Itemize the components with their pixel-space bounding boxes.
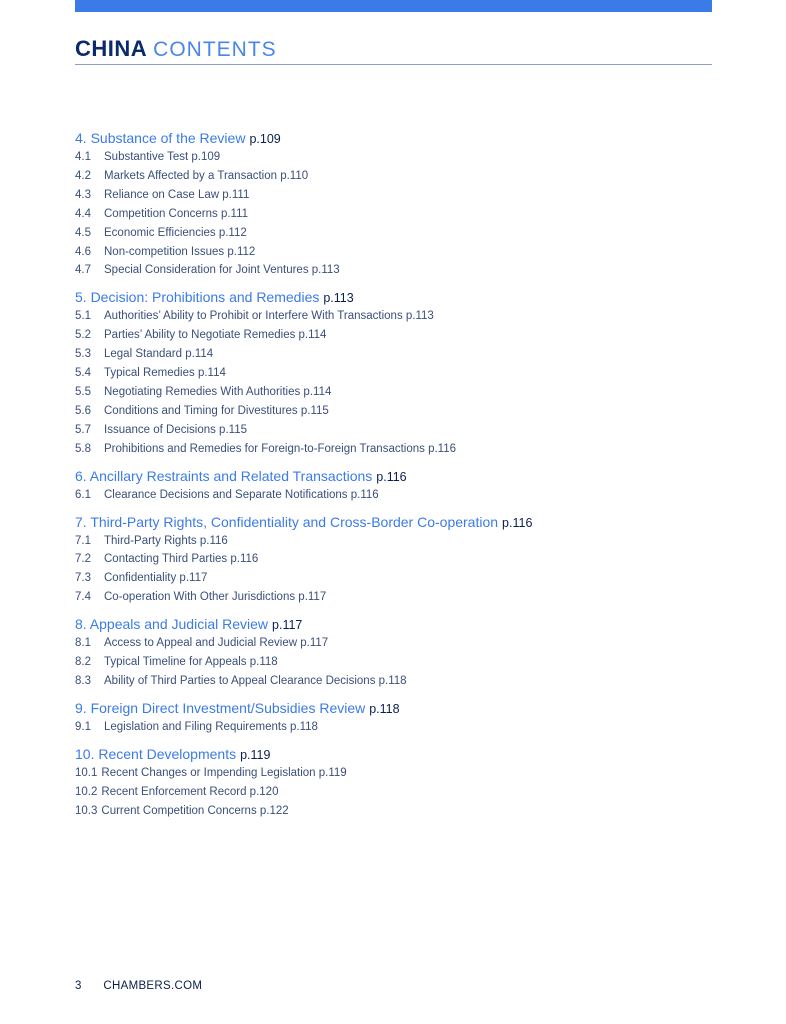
toc-entry-number: 5.4 (75, 367, 91, 380)
toc-section-heading[interactable] (75, 615, 712, 634)
toc-section (75, 699, 712, 737)
toc-entry-text: Recent Changes or Impending Legislation p.119 (101, 766, 347, 779)
toc-entry-text: Economic Efficiencies p.112 (104, 226, 247, 239)
toc-entry-number: 5.8 (75, 442, 91, 455)
contents-title: CONTENTS (153, 38, 277, 61)
section-page-ref: p.113 (323, 291, 354, 306)
toc-entry-number: 5.6 (75, 404, 91, 417)
toc-entry-number: 4.5 (75, 226, 91, 239)
toc-section (75, 513, 712, 608)
toc-entry-number: 8.1 (75, 637, 91, 650)
toc-entry-number: 6.1 (75, 488, 91, 501)
toc-section (75, 615, 712, 691)
section-page-ref: p.117 (272, 618, 303, 633)
toc-entry[interactable] (75, 345, 712, 364)
toc-entry[interactable] (75, 167, 712, 186)
toc-entry[interactable] (75, 550, 712, 569)
toc-section-heading[interactable] (75, 467, 712, 486)
toc-entry-text: Substantive Test p.109 (104, 151, 221, 163)
toc-entry[interactable] (75, 802, 712, 821)
toc-section-heading[interactable] (75, 288, 712, 307)
toc-entry[interactable] (75, 764, 712, 783)
page-header (75, 36, 712, 62)
toc-entry[interactable] (75, 205, 712, 224)
toc-section (75, 129, 712, 280)
toc-entry-text: Typical Remedies p.114 (104, 367, 226, 380)
toc-entry[interactable] (75, 261, 712, 280)
toc-entry[interactable] (75, 224, 712, 243)
section-page-ref: p.116 (502, 515, 533, 530)
section-title-text: 6. Ancillary Restraints and Related Transactions (75, 467, 373, 484)
toc-entry-number: 10.1 (75, 766, 98, 779)
toc-entry[interactable] (75, 326, 712, 345)
section-title-text: 8. Appeals and Judicial Review (75, 616, 269, 633)
toc-entry[interactable] (75, 672, 712, 691)
toc-section-heading[interactable] (75, 129, 712, 148)
toc-entry-number: 5.2 (75, 329, 91, 342)
toc-entry[interactable] (75, 486, 712, 505)
toc-entry-number: 9.1 (75, 720, 91, 733)
toc-entry-number: 4.3 (75, 188, 91, 201)
top-accent-bar (75, 0, 712, 12)
toc-entry-text: Non-competition Issues p.112 (104, 245, 256, 258)
section-title-text: 9. Foreign Direct Investment/Subsidies Review (75, 699, 366, 716)
toc-entry[interactable] (75, 634, 712, 653)
toc-entry-text: Conditions and Timing for Divestitures p.115 (104, 404, 329, 417)
toc-entry-text: Access to Appeal and Judicial Review p.117 (104, 637, 329, 650)
toc-entry-text: Current Competition Concerns p.122 (101, 804, 289, 817)
toc-entry-number: 7.3 (75, 572, 91, 585)
toc-entry-text: Clearance Decisions and Separate Notifications p.116 (104, 488, 379, 501)
toc-entry-text: Confidentiality p.117 (104, 572, 208, 585)
table-of-contents (75, 129, 712, 828)
toc-entry[interactable] (75, 243, 712, 262)
toc-entry-text: Markets Affected by a Transaction p.110 (104, 169, 309, 182)
toc-entry-number: 5.3 (75, 348, 91, 361)
toc-entry[interactable] (75, 588, 712, 607)
toc-entry[interactable] (75, 402, 712, 421)
toc-entry-number: 7.1 (75, 534, 91, 547)
toc-entry-number: 4.7 (75, 264, 91, 277)
footer-site-link[interactable]: CHAMBERS.COM (103, 980, 203, 992)
page-number: 3 (75, 980, 82, 992)
toc-entry-number: 4.6 (75, 245, 91, 258)
toc-entry[interactable] (75, 718, 712, 737)
toc-entry-number: 10.3 (75, 804, 98, 817)
toc-entry-number: 4.4 (75, 207, 91, 220)
toc-entry-text: Legal Standard p.114 (104, 348, 214, 361)
toc-entry-number: 5.7 (75, 423, 91, 436)
toc-section (75, 467, 712, 505)
toc-entry-text: Typical Timeline for Appeals p.118 (104, 656, 278, 669)
toc-entry-text: Competition Concerns p.111 (104, 207, 249, 220)
toc-entry-text: Recent Enforcement Record p.120 (101, 785, 279, 798)
toc-section-heading[interactable] (75, 745, 712, 764)
toc-section (75, 745, 712, 821)
section-page-ref: p.119 (240, 747, 271, 762)
toc-entry[interactable] (75, 783, 712, 802)
section-title-text: 10. Recent Developments (75, 745, 237, 762)
section-page-ref: p.109 (249, 132, 281, 146)
toc-entry[interactable] (75, 383, 712, 402)
toc-entry-text: Parties’ Ability to Negotiate Remedies p.114 (104, 329, 327, 342)
toc-entry[interactable] (75, 653, 712, 672)
toc-entry[interactable] (75, 440, 712, 459)
toc-entry-number: 4.2 (75, 169, 91, 182)
toc-entry-number: 7.2 (75, 553, 91, 566)
toc-entry[interactable] (75, 186, 712, 205)
toc-entry[interactable] (75, 421, 712, 440)
toc-entry[interactable] (75, 148, 712, 167)
toc-entry-text: Co-operation With Other Jurisdictions p.117 (104, 591, 327, 604)
toc-entry[interactable] (75, 569, 712, 588)
toc-entry-number: 10.2 (75, 785, 98, 798)
toc-section-heading[interactable] (75, 699, 712, 718)
toc-entry-number: 7.4 (75, 591, 91, 604)
toc-entry-text: Legislation and Filing Requirements p.118 (104, 720, 318, 733)
section-page-ref: p.116 (376, 469, 407, 484)
toc-entry-number: 5.1 (75, 310, 91, 323)
section-page-ref: p.118 (369, 701, 400, 716)
toc-section (75, 288, 712, 458)
toc-entry-text: Contacting Third Parties p.116 (104, 553, 259, 566)
toc-entry-number: 8.2 (75, 656, 91, 669)
section-title-text: 7. Third-Party Rights, Confidentiality and Cross-Border Co-operation (75, 513, 499, 530)
toc-entry-text: Prohibitions and Remedies for Foreign-to-Foreign Transactions p.116 (104, 442, 456, 455)
toc-section-heading[interactable] (75, 513, 712, 532)
toc-entry-text: Third-Party Rights p.116 (104, 534, 228, 547)
toc-entry-text: Ability of Third Parties to Appeal Clearance Decisions p.118 (104, 674, 407, 687)
toc-entry-text: Issuance of Decisions p.115 (104, 423, 247, 436)
country-title: CHINA (75, 36, 148, 61)
header-divider (75, 64, 712, 65)
toc-entry-number: 4.1 (75, 151, 91, 163)
toc-entry[interactable] (75, 307, 712, 326)
toc-entry-number: 8.3 (75, 674, 91, 687)
toc-entry-text: Negotiating Remedies With Authorities p.114 (104, 385, 332, 398)
section-title-text: 4. Substance of the Review (75, 130, 246, 146)
toc-entry-number: 5.5 (75, 385, 91, 398)
toc-entry-text: Special Consideration for Joint Ventures p.113 (104, 264, 340, 277)
section-title-text: 5. Decision: Prohibitions and Remedies (75, 289, 320, 306)
toc-entry-text: Authorities’ Ability to Prohibit or Interfere With Transactions p.113 (104, 310, 434, 323)
toc-entry[interactable] (75, 364, 712, 383)
toc-entry-text: Reliance on Case Law p.111 (104, 188, 250, 201)
toc-entry[interactable] (75, 532, 712, 551)
page-footer (75, 980, 202, 992)
